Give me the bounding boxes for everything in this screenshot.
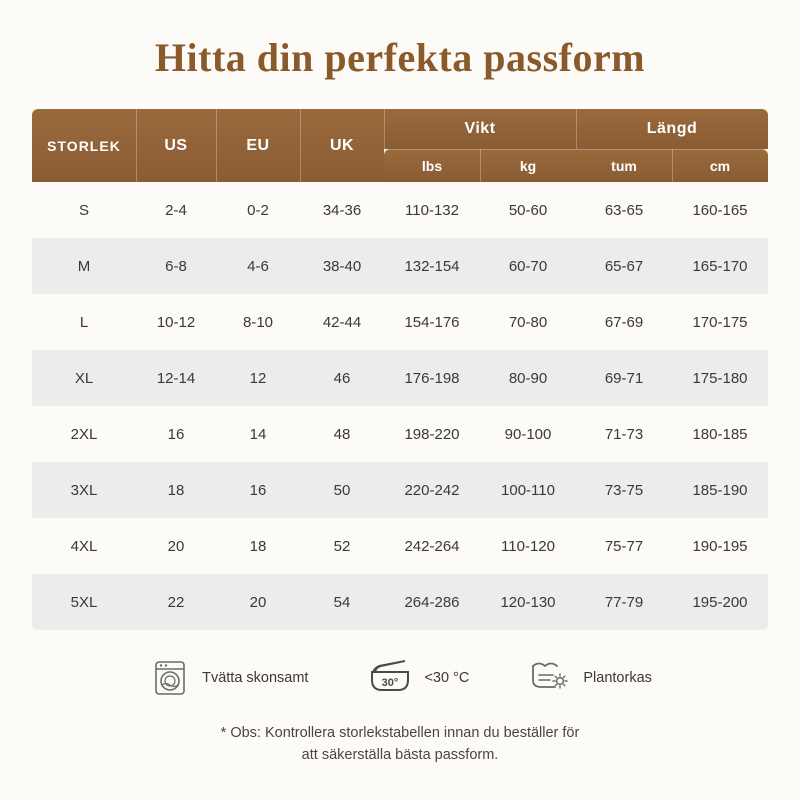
cell-tum: 63-65 (576, 182, 672, 238)
table-header (32, 109, 768, 182)
care-label-flat-dry: Plantorkas (583, 670, 652, 686)
cell-lbs: 110-132 (384, 182, 480, 238)
cell-kg: 110-120 (480, 518, 576, 574)
cell-us: 22 (136, 574, 216, 630)
cell-size: M (32, 238, 136, 294)
flat-dry-icon (527, 658, 573, 698)
table-row (32, 574, 768, 630)
cell-cm: 160-165 (672, 182, 768, 238)
cell-us: 12-14 (136, 350, 216, 406)
cell-size: L (32, 294, 136, 350)
table-row (32, 462, 768, 518)
cell-us: 18 (136, 462, 216, 518)
column-header-uk: UK (300, 109, 384, 182)
table-row (32, 238, 768, 294)
cell-kg: 100-110 (480, 462, 576, 518)
cell-cm: 180-185 (672, 406, 768, 462)
cell-eu: 18 (216, 518, 300, 574)
wash-tub-30-icon (366, 658, 414, 698)
size-table (32, 109, 768, 630)
cell-tum: 65-67 (576, 238, 672, 294)
cell-us: 2-4 (136, 182, 216, 238)
cell-lbs: 220-242 (384, 462, 480, 518)
cell-lbs: 198-220 (384, 406, 480, 462)
cell-eu: 0-2 (216, 182, 300, 238)
cell-us: 16 (136, 406, 216, 462)
cell-us: 20 (136, 518, 216, 574)
page-title: Hitta din perfekta passform (154, 35, 646, 80)
column-header-weight-kg: kg (480, 149, 576, 182)
cell-cm: 170-175 (672, 294, 768, 350)
cell-us: 6-8 (136, 238, 216, 294)
care-label-gentle-wash: Tvätta skonsamt (202, 670, 309, 686)
cell-kg: 70-80 (480, 294, 576, 350)
washing-machine-icon (148, 656, 192, 700)
cell-eu: 8-10 (216, 294, 300, 350)
column-header-weight-lbs: lbs (384, 149, 480, 182)
cell-size: 5XL (32, 574, 136, 630)
cell-eu: 20 (216, 574, 300, 630)
cell-uk: 50 (300, 462, 384, 518)
cell-tum: 73-75 (576, 462, 672, 518)
care-item-gentle-wash (148, 656, 308, 700)
table-row (32, 294, 768, 350)
cell-cm: 195-200 (672, 574, 768, 630)
cell-kg: 120-130 (480, 574, 576, 630)
cell-cm: 175-180 (672, 350, 768, 406)
cell-uk: 38-40 (300, 238, 384, 294)
cell-kg: 80-90 (480, 350, 576, 406)
cell-tum: 67-69 (576, 294, 672, 350)
table-row (32, 518, 768, 574)
column-header-eu: EU (216, 109, 300, 182)
cell-uk: 52 (300, 518, 384, 574)
cell-uk: 46 (300, 350, 384, 406)
size-table-container (32, 109, 768, 630)
cell-tum: 71-73 (576, 406, 672, 462)
cell-tum: 75-77 (576, 518, 672, 574)
table-body (32, 182, 768, 630)
column-header-length-cm: cm (672, 149, 768, 182)
cell-eu: 14 (216, 406, 300, 462)
cell-uk: 42-44 (300, 294, 384, 350)
cell-tum: 77-79 (576, 574, 672, 630)
cell-cm: 190-195 (672, 518, 768, 574)
care-item-flat-dry (527, 658, 652, 698)
cell-size: 4XL (32, 518, 136, 574)
svg-text:30°: 30° (382, 677, 399, 689)
cell-kg: 90-100 (480, 406, 576, 462)
care-label-temperature: <30 °C (424, 670, 470, 686)
cell-cm: 185-190 (672, 462, 768, 518)
cell-uk: 54 (300, 574, 384, 630)
care-instructions (32, 656, 768, 700)
cell-eu: 12 (216, 350, 300, 406)
cell-lbs: 176-198 (384, 350, 480, 406)
column-header-weight: Vikt (384, 109, 576, 149)
cell-lbs: 132-154 (384, 238, 480, 294)
cell-uk: 34-36 (300, 182, 384, 238)
column-header-us: US (136, 109, 216, 182)
cell-size: S (32, 182, 136, 238)
cell-us: 10-12 (136, 294, 216, 350)
care-item-temperature (366, 658, 469, 698)
table-row (32, 350, 768, 406)
cell-size: XL (32, 350, 136, 406)
cell-size: 3XL (32, 462, 136, 518)
column-header-length-tum: tum (576, 149, 672, 182)
cell-kg: 50-60 (480, 182, 576, 238)
cell-uk: 48 (300, 406, 384, 462)
cell-cm: 165-170 (672, 238, 768, 294)
column-header-size: STORLEK (32, 109, 136, 182)
cell-tum: 69-71 (576, 350, 672, 406)
footnote (80, 722, 720, 766)
footnote-line-2: att säkerställa bästa passform. (301, 747, 499, 763)
cell-lbs: 154-176 (384, 294, 480, 350)
footnote-line-1: * Obs: Kontrollera storlekstabellen innan du beställer för (220, 725, 580, 741)
cell-lbs: 242-264 (384, 518, 480, 574)
table-row (32, 406, 768, 462)
column-header-length: Längd (576, 109, 768, 149)
cell-eu: 16 (216, 462, 300, 518)
cell-size: 2XL (32, 406, 136, 462)
table-row (32, 182, 768, 238)
cell-eu: 4-6 (216, 238, 300, 294)
cell-kg: 60-70 (480, 238, 576, 294)
cell-lbs: 264-286 (384, 574, 480, 630)
